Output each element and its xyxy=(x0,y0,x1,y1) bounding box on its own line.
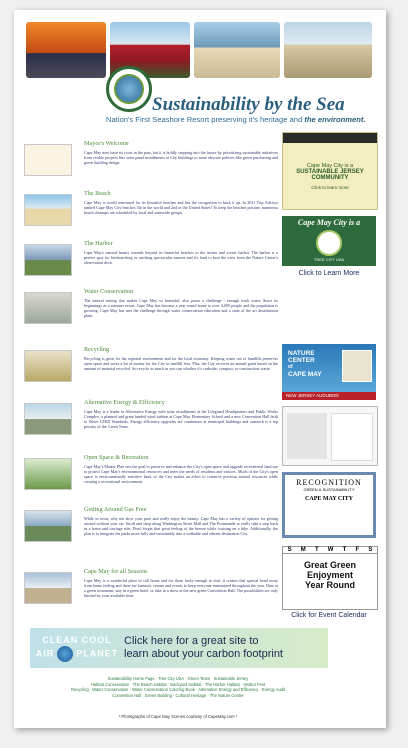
section-heading[interactable]: Open Space & Recreation xyxy=(84,454,149,461)
community-line2: SUSTAINABLE JERSEY xyxy=(296,169,364,175)
photo-credit: * Photographs of Cape May Scenes courtesy of CapeMay.com * xyxy=(118,714,238,719)
day-label: T xyxy=(314,547,319,553)
lighthouse-icon xyxy=(342,350,372,382)
sustainable-jersey-ad[interactable] xyxy=(282,132,378,210)
header-banner xyxy=(22,22,376,78)
calendar-ad[interactable] xyxy=(282,546,378,610)
seal-icon xyxy=(114,74,144,104)
nature-line1: NATURE xyxy=(288,350,315,357)
section-heading[interactable]: Alternative Energy & Efficiency xyxy=(84,399,165,406)
links-line4[interactable]: Convention Hall · Green Building · Cultural Heritage · The Nature Center xyxy=(112,692,244,698)
event-calendar-link[interactable]: Click for Event Calendar xyxy=(291,612,367,619)
flyer-page-left xyxy=(287,413,327,459)
day-label: S xyxy=(368,547,373,553)
section-heading[interactable]: Water Conservation xyxy=(84,288,134,295)
section-heading[interactable]: The Beach xyxy=(84,190,111,197)
community-line4: Click to learn more xyxy=(311,185,349,190)
recycling-thumb-image[interactable] xyxy=(24,350,72,382)
open-space-thumb-image[interactable] xyxy=(24,458,72,490)
nature-center-ad[interactable] xyxy=(282,344,376,392)
section-text: The natural setting that makes Cape May so beautiful, also poses a challenge - enough fresh water. Since its beginnings as a summer resort, Cape May has become a year round home to over 4,000 people and the population is growing. Cape May has met the challenge through water conservation education and a state of the art desalination plant. xyxy=(84,298,278,318)
flyer-page-right xyxy=(331,413,373,461)
footer-links[interactable] xyxy=(32,676,324,698)
community-line1: Cape May City is a xyxy=(306,163,354,169)
community-line3: COMMUNITY xyxy=(311,175,349,181)
links-line3[interactable]: Recycling · Water Conservation · Water Conservation Coloring Book · Alternative Energy and Efficiency · Energy Audit xyxy=(70,687,286,692)
section-text: Cape May is a leader in Alternative Energy with solar installments at the Lifeguard Headquarters and Public Works Complex, a planned and grant funded wind turbine at Cape May Elementary School and a new Convention Hall built to Silver LEED Standards. Energy efficiency upgrades are continuous at municipal buildings and outreach is a top priority of the Green Team. xyxy=(84,409,278,429)
beach-thumb-image[interactable] xyxy=(24,194,72,226)
calendar-line2: Enjoyment xyxy=(306,570,353,580)
nature-line4: CAPE MAY xyxy=(288,371,322,378)
cta-line2: learn about your carbon footprint xyxy=(124,648,283,660)
calendar-line1: Great Green xyxy=(303,560,357,570)
bike-thumb-image[interactable] xyxy=(24,510,72,542)
sunset-photo xyxy=(26,22,106,78)
cta-line1: Click here for a great site to xyxy=(124,635,259,647)
section-heading[interactable]: The Harbor xyxy=(84,240,113,247)
flyer-image[interactable] xyxy=(282,406,378,466)
day-label: F xyxy=(355,547,360,553)
recognition-city: CAPE MAY CITY xyxy=(305,496,353,502)
day-label: T xyxy=(342,547,347,553)
energy-thumb-image[interactable] xyxy=(24,403,72,435)
links-line2[interactable]: Habitat Conservation · The Beach Habitat · Backyard Habitat · The Harbor Habitat · Harbor Fest xyxy=(90,681,266,687)
tagline: Nation's First Seashore Resort preserving it's heritage and the environment. xyxy=(106,115,366,124)
section-heading[interactable]: Recycling xyxy=(84,346,110,353)
links-line1[interactable]: Sustainability Home Page · Tree City USA · Green Team · Sustainable Jersey xyxy=(107,676,249,681)
click-to-learn-more-link[interactable]: Click to Learn More xyxy=(298,270,360,277)
section-heading[interactable]: Cape May for all Seasons xyxy=(84,568,148,575)
tree-city-ad[interactable] xyxy=(282,216,376,266)
page-title: Sustainability by the Sea xyxy=(152,94,345,115)
audubon-strip: NEW JERSEY AUDUBON xyxy=(282,392,376,400)
tree-city-badge: TREE CITY USA xyxy=(313,257,345,262)
section-text: Cape May's Master Plan sets the goal to preserve and enhance the City's open space and upgrade recreational land use to protect Cape May's environmental resources and meet the needs of residents and visitors. Much of the City's open space is environmentally sensitive land, so the City makes an effort to conserve precious natural resources while creating a recreational environment. xyxy=(84,464,278,484)
day-label: S xyxy=(287,547,292,553)
day-label: M xyxy=(300,547,306,553)
section-text: Recycling is great for the regional environment and for the local economy. Keeping waste out of landfills preserves open space and saves a lot of money for the City in landfill fees. Plus, the City receives an annual grant based on the amount of material recycled. So recycle as much as you can whether it's curbside, compost, or construction waste. xyxy=(84,356,278,371)
section-heading[interactable]: Mayor's Welcome xyxy=(84,140,129,147)
nature-line3: of xyxy=(288,364,293,370)
beach-photo xyxy=(194,22,280,78)
water-thumb-image[interactable] xyxy=(24,292,72,324)
dunes-photo xyxy=(284,22,372,78)
section-text: Cape May is a wonderful place to call home and for those lucky enough to visit, it creates that special bond away from home feeling and there are fantastic venues and events to keep everyone entertained throughout the year. Dine at a green restaurant, stay in a green hotel, or take in a show at the new green Convention Hall. The possibilities are only limited by your available time. xyxy=(84,578,278,598)
section-text: Cape May is world renowned for its beautiful beaches and has the recognition to back it up. In 2011 Trip Advisor ranked Cape May City beaches 5th in the world and 2nd in the United States! To keep the beaches pristine, numerous beach cleanups are scheduled by local and statewide groups. xyxy=(84,200,278,215)
carbon-footprint-banner[interactable] xyxy=(30,628,328,668)
calendar-line3: Year Round xyxy=(304,580,355,590)
recognition-ad[interactable] xyxy=(282,472,376,538)
carbon-footprint-cta xyxy=(124,635,283,661)
recognition-subtitle: GREEN & SUSTAINABILITY xyxy=(303,487,355,492)
globe-icon xyxy=(57,646,73,662)
section-text: While in town, why not slow your pace and really enjoy the beauty. Cape May has a variety of options for getting around without your car. Stroll and shop along Washington Street Mall and The Promenade or really take a step back in a horse and carriage ride. Don't forget that great feeling of the breeze while cruising on a bike. Additionally, the plan is to integrate the parks more fully and sustainably into a walkable and vibrant destination City. xyxy=(84,516,278,536)
section-text: Cape May's natural beauty extends beyond its beautiful beaches to the serene and scenic harbor. The harbor is a perfect spot for birdwatching or catching spectacular sunsets and it's hard to beat the view from the Nature Center's observation deck. xyxy=(84,250,278,265)
harbor-thumb-image[interactable] xyxy=(24,244,72,276)
section-heading[interactable]: Getting Around Gas Free xyxy=(84,506,147,513)
tree-icon xyxy=(316,230,342,256)
nature-line2: CENTER xyxy=(288,357,315,364)
ad-top-bar xyxy=(283,133,377,143)
city-logo[interactable] xyxy=(106,66,152,112)
page-container xyxy=(14,10,386,728)
clean-air-cool-planet-logo: CLEAN COOL AIR PLANET xyxy=(30,635,124,662)
recognition-title: RECOGNITION xyxy=(296,478,362,487)
tree-city-title: Cape May City is a xyxy=(297,218,361,227)
day-label: W xyxy=(327,547,334,553)
section-text: Cape May may have its roots in the past, but it is boldly stepping into the future by prioritizing sustainable initiatives from visible projects like solar panel installments at City buildings to more obscure policies like green purchasing and green building design. xyxy=(84,150,278,165)
welcome-card-image[interactable] xyxy=(24,144,72,176)
seasons-thumb-image[interactable] xyxy=(24,572,72,604)
